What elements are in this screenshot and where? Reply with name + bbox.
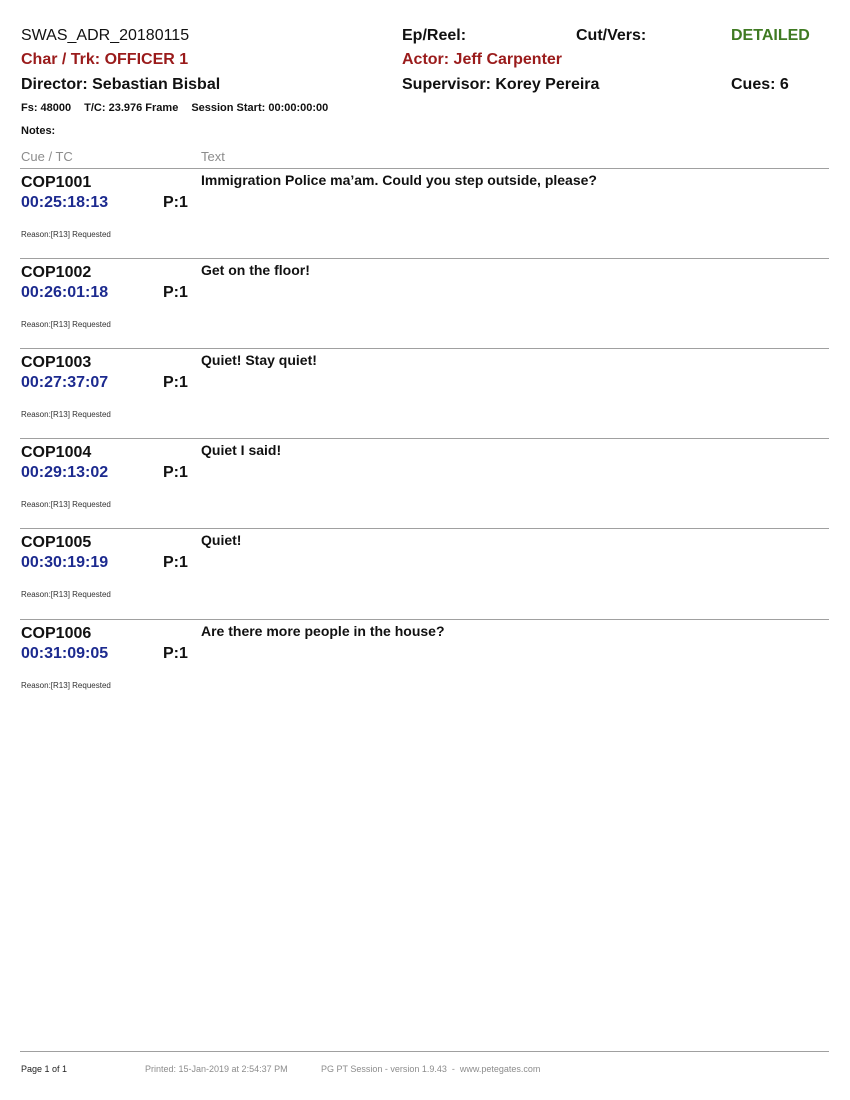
cue-dialogue: Are there more people in the house? <box>201 623 445 639</box>
cue-timecode: 00:29:13:02 <box>21 464 109 481</box>
cue-dialogue: Quiet! <box>201 532 242 548</box>
cue-dialogue: Get on the floor! <box>201 262 310 278</box>
cue-reason: Reason:[R13] Requested <box>21 590 111 599</box>
cue-timecode: 00:31:09:05 <box>21 645 109 662</box>
cue-priority: P:1 <box>163 284 188 301</box>
cue-priority: P:1 <box>163 464 188 481</box>
cue-row <box>20 438 829 527</box>
cue-row <box>20 528 829 617</box>
cue-reason: Reason:[R13] Requested <box>21 230 111 239</box>
column-header-cue-tc: Cue / TC <box>21 149 73 164</box>
cut-vers-label: Cut/Vers: <box>576 27 647 44</box>
cue-priority: P:1 <box>163 194 188 211</box>
cue-id: COP1002 <box>21 264 92 281</box>
cue-timecode: 00:26:01:18 <box>21 284 109 301</box>
cue-dialogue: Immigration Police ma’am. Could you step outside, please? <box>201 172 597 188</box>
cue-timecode: 00:30:19:19 <box>21 554 109 571</box>
actor-name: Actor: Jeff Carpenter <box>402 51 563 68</box>
supervisor-name: Supervisor: Korey Pereira <box>402 76 600 93</box>
cues-count: Cues: 6 <box>731 76 789 93</box>
session-name: SWAS_ADR_20180115 <box>21 27 190 44</box>
director-name: Director: Sebastian Bisbal <box>21 76 221 93</box>
cue-id: COP1004 <box>21 444 92 461</box>
cue-row <box>20 348 829 437</box>
session-start: Session Start: 00:00:00:00 <box>191 102 329 114</box>
cue-dialogue: Quiet I said! <box>201 442 282 458</box>
column-header-text: Text <box>201 149 225 164</box>
cue-row <box>20 258 829 347</box>
cue-id: COP1001 <box>21 174 92 191</box>
cue-dialogue: Quiet! Stay quiet! <box>201 352 317 368</box>
session-specs <box>21 101 341 115</box>
cue-priority: P:1 <box>163 554 188 571</box>
timecode-format: T/C: 23.976 Frame <box>84 102 179 114</box>
sample-rate: Fs: 48000 <box>21 102 72 114</box>
cue-id: COP1006 <box>21 625 92 642</box>
printed-timestamp: Printed: 15-Jan-2019 at 2:54:37 PM <box>145 1064 288 1074</box>
cue-timecode: 00:25:18:13 <box>21 194 109 211</box>
footer-divider <box>20 1051 829 1052</box>
cue-priority: P:1 <box>163 374 188 391</box>
software-version: PG PT Session - version 1.9.43 - www.petegates.com <box>321 1064 541 1074</box>
cue-reason: Reason:[R13] Requested <box>21 320 111 329</box>
cue-reason: Reason:[R13] Requested <box>21 681 111 690</box>
cue-reason: Reason:[R13] Requested <box>21 410 111 419</box>
cue-row <box>20 168 829 257</box>
cue-priority: P:1 <box>163 645 188 662</box>
cue-id: COP1003 <box>21 354 92 371</box>
cue-timecode: 00:27:37:07 <box>21 374 109 391</box>
cue-id: COP1005 <box>21 534 92 551</box>
report-type-badge: DETAILED <box>731 27 810 44</box>
cue-reason: Reason:[R13] Requested <box>21 500 111 509</box>
notes-label: Notes: <box>21 125 56 137</box>
cue-row <box>20 619 829 708</box>
character-track: Char / Trk: OFFICER 1 <box>21 51 189 68</box>
ep-reel-label: Ep/Reel: <box>402 27 467 44</box>
page-number: Page 1 of 1 <box>21 1064 68 1074</box>
